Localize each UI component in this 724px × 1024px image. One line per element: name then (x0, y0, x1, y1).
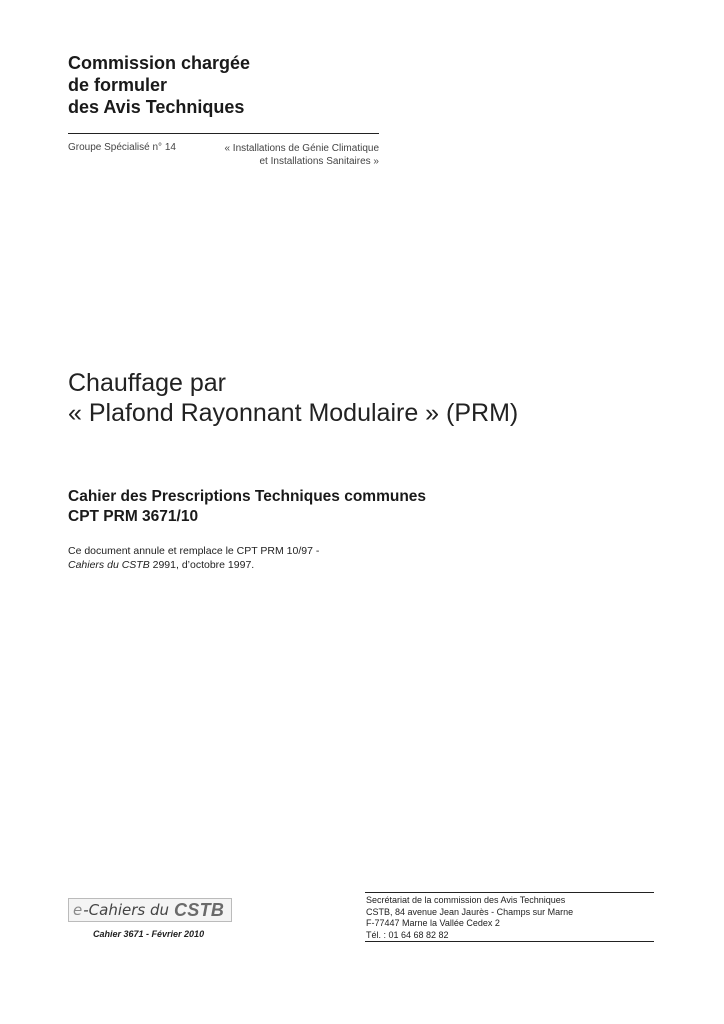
secretariat-line: F-77447 Marne la Vallée Cedex 2 (366, 918, 500, 928)
header-divider (68, 133, 379, 134)
group-name (196, 142, 379, 168)
secretariat-line: CSTB, 84 avenue Jean Jaurès - Champs sur Marne (366, 906, 574, 917)
commission-title-line: des Avis Techniques (68, 97, 245, 117)
logo-brand: CSTB (174, 899, 225, 920)
footer-divider-bottom (365, 941, 654, 942)
replacement-note-line (68, 558, 468, 572)
cahiers-reference-detail: 2991, d’octobre 1997. (149, 559, 255, 571)
e-cahiers-cstb-logo (68, 898, 232, 922)
cahier-number: Cahier 3671 - Février 2010 (93, 929, 205, 939)
secretariat-line: Tél. : 01 64 68 82 82 (366, 929, 449, 940)
replacement-note-line: Ce document annule et remplace le CPT PRM 10/97 - (68, 545, 320, 557)
footer-divider-top (365, 892, 654, 893)
secretariat-line: Secrétariat de la commission des Avis Techniques (366, 895, 566, 905)
commission-title (68, 52, 388, 118)
cahiers-reference: Cahiers du CSTB (68, 559, 150, 571)
document-subtitle-line: CPT PRM 3671/10 (68, 508, 199, 525)
document-subtitle (68, 487, 628, 527)
replacement-note (68, 544, 468, 572)
group-name-line: « Installations de Génie Climatique (224, 143, 379, 154)
logo-prefix: e (73, 901, 83, 919)
logo-cahiers-text: -Cahiers du (83, 901, 169, 919)
document-subtitle-line: Cahier des Prescriptions Techniques communes (68, 488, 427, 505)
document-title-line: « Plafond Rayonnant Modulaire » (PRM) (68, 399, 519, 427)
secretariat-address (366, 895, 654, 941)
group-label: Groupe Spécialisé n° 14 (68, 142, 176, 153)
commission-title-line: de formuler (68, 75, 168, 95)
document-title-line: Chauffage par (68, 369, 226, 397)
group-name-line: et Installations Sanitaires » (259, 156, 379, 167)
document-title (68, 368, 688, 428)
commission-title-line: Commission chargée (68, 53, 251, 73)
